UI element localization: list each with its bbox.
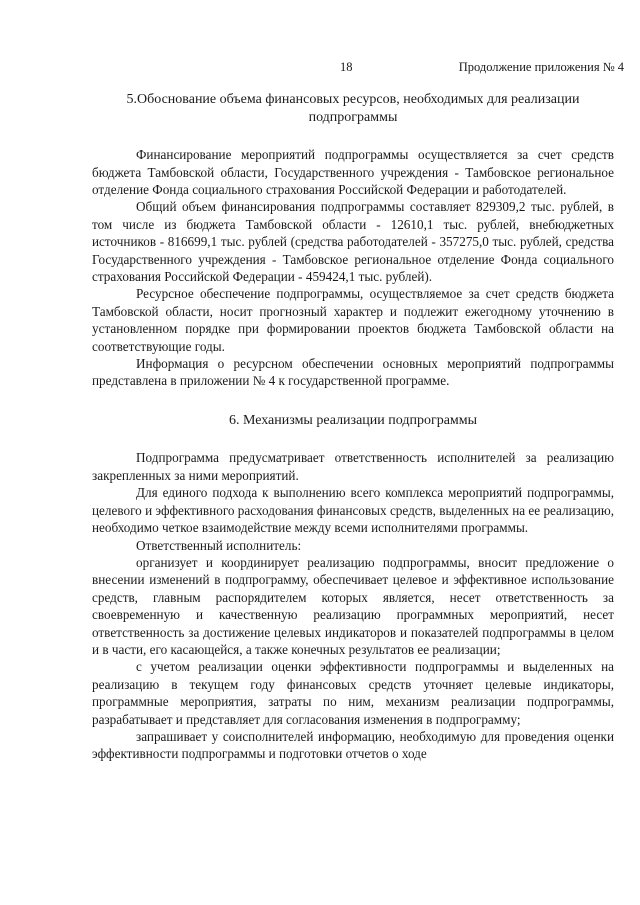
page-header <box>0 60 640 80</box>
section-5-paragraph: Ресурсное обеспечение подпрограммы, осуществляемое за счет средств бюджета Тамбовской области, носит прогнозный характер и подлежит ежегодному уточнению в установленном порядке при формировании проектов бюджета Тамбовской области на соответствующие годы. <box>92 286 614 354</box>
section-6-paragraph: запрашивает у соисполнителей информацию, необходимую для проведения оценки эффективности подпрограммы и подготовки отчетов о ходе <box>92 728 614 762</box>
section-6-title: 6. Механизмы реализации подпрограммы <box>228 412 478 428</box>
section-5-title: 5.Обоснование объема финансовых ресурсов, необходимых для реализации подпрограммы <box>126 92 580 125</box>
section-5-paragraph: Финансирование мероприятий подпрограммы осуществляется за счет средств бюджета Тамбовской области, Государственного учреждения - Тамбовское региональное отделение Фонда социального страхования Российской Федерации и работодателей. <box>92 147 614 197</box>
section-6-paragraph: с учетом реализации оценки эффективности подпрограммы и выделенных на реализацию в текущем году финансовых средств уточняет целевые индикаторы, программные мероприятия, затраты по ним, механизм реализации подпрограммы, разрабатывает и представляет для согласования изменения в подпрограмму; <box>92 659 614 727</box>
section-5-paragraph: Общий объем финансирования подпрограммы составляет 829309,2 тыс. рублей, в том числе из бюджета Тамбовской области - 12610,1 тыс. рублей, внебюджетных источников - 816699,1 тыс. рублей (средства работодателей - 357275,0 тыс. рублей, средства Государственного учреждения - Тамбовское региональное отделение Фонда социального страхования Российской Федерации - 459424,1 тыс. рублей). <box>92 199 614 285</box>
appendix-continuation: Продолжение приложения № 4 <box>458 60 624 74</box>
page-number: 18 <box>340 60 353 74</box>
document-body <box>92 91 614 763</box>
section-6-paragraph: Для единого подхода к выполнению всего комплекса мероприятий подпрограммы, целевого и эффективного расходования финансовых средств, выделенных на ее реализацию, необходимо четкое взаимодействие между всеми исполнителями программы. <box>92 485 614 536</box>
section-6-paragraph: организует и координирует реализацию подпрограммы, вносит предложение о внесении изменений в подпрограмму, обеспечивает целевое и эффективное использование средств, главным распорядителем которых является, несет ответственность за своевременную и качественную реализацию программных мероприятий, несет ответственность за достижение целевых индикаторов и показателей подпрограммы в целом и в части, его касающейся, а также конечных результатов ее реализации; <box>92 554 614 657</box>
section-5-paragraph: Информация о ресурсном обеспечении основных мероприятий подпрограммы представлена в приложении № 4 к государственной программе. <box>92 356 614 389</box>
section-6-paragraph: Подпрограмма предусматривает ответственность исполнителей за реализацию закрепленных за ними мероприятий. <box>92 450 614 483</box>
section-6-paragraph: Ответственный исполнитель: <box>136 537 302 553</box>
